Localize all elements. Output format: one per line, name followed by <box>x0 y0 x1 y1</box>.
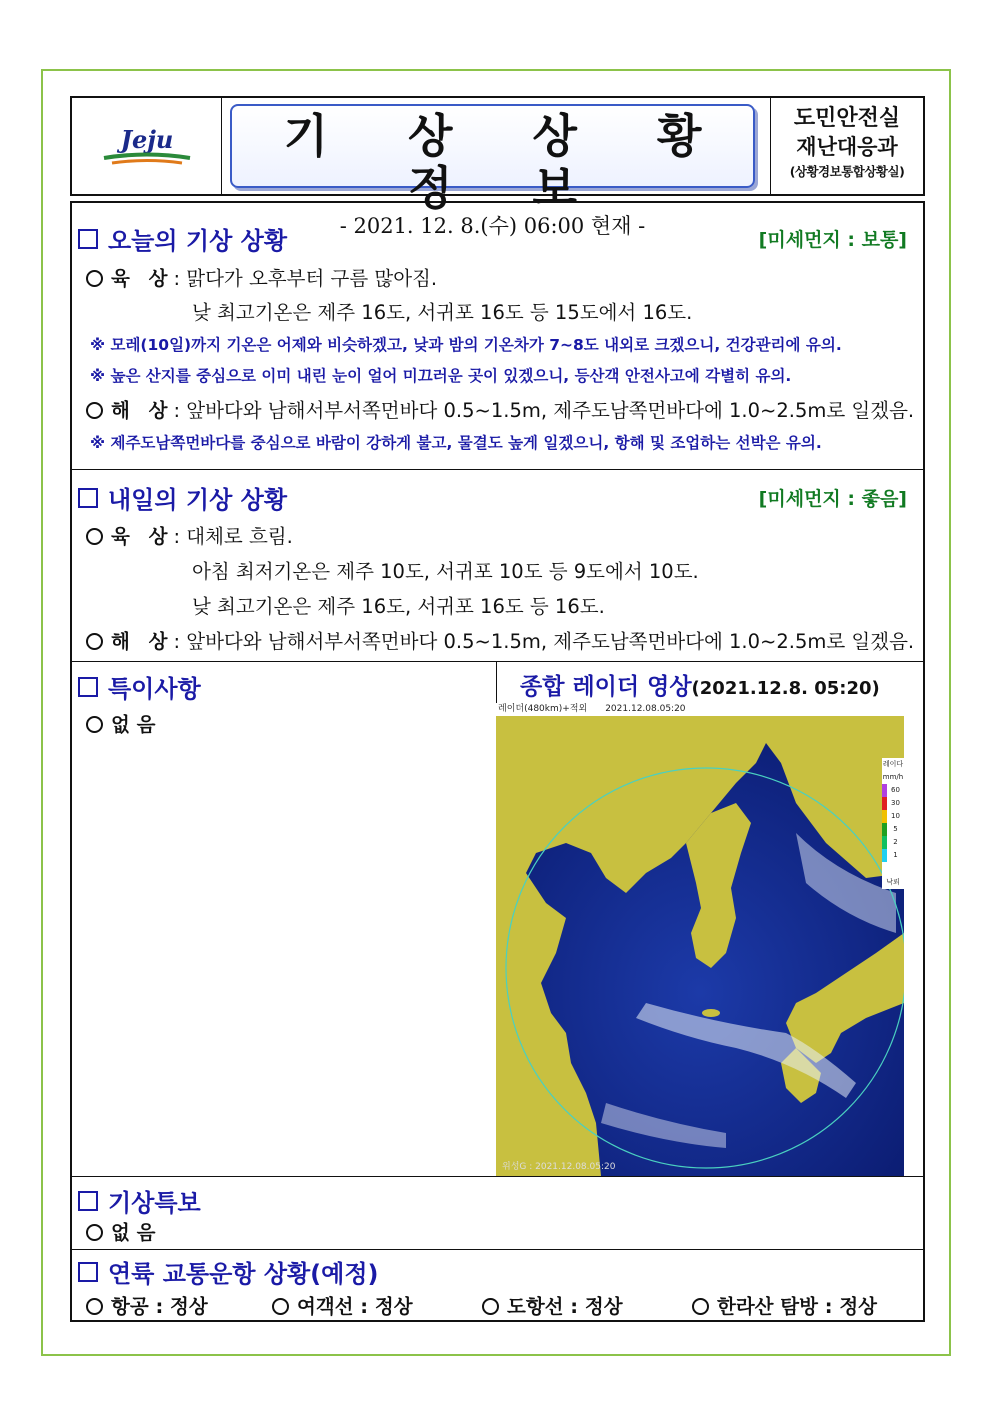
radar-caption-left: 레이더(480km)+적외 <box>498 704 588 714</box>
divider <box>72 1176 923 1177</box>
radar-caption-bottom: 위성G : 2021.12.08.05:20 <box>502 1162 616 1172</box>
traffic-item-air <box>86 1291 208 1319</box>
logo-cell <box>72 98 222 194</box>
today-land-text1: : 맑다가 오후부터 구름 많아짐. <box>173 267 438 290</box>
tomorrow-land-label: 육 상 <box>111 525 174 548</box>
legend-unit: mm/h <box>882 773 904 781</box>
special-title: 특이사항 <box>108 675 201 703</box>
checkbox-icon <box>78 1262 98 1282</box>
today-sea-line <box>86 395 914 423</box>
checkbox-icon <box>78 1191 98 1211</box>
circle-icon <box>86 1298 103 1315</box>
today-land-line1 <box>86 263 437 291</box>
today-heading <box>78 221 287 256</box>
checkbox-icon <box>78 229 98 249</box>
tomorrow-sea-text: : 앞바다와 남해서부서쪽먼바다 0.5~1.5m, 제주도남쪽먼바다에 1.0~2.5m로 일겠음. <box>173 630 915 653</box>
report-datetime: - 2021. 12. 8.(수) 06:00 현재 - <box>339 214 646 238</box>
legend-value: 2 <box>882 836 904 849</box>
legend-value: 60 <box>882 784 904 797</box>
org-name-2: 재난대응과 <box>796 135 898 159</box>
special-heading <box>78 669 201 704</box>
page-title: 기 상 상 황 정 보 <box>283 109 734 215</box>
today-note2: ※ 높은 산지를 중심으로 이미 내린 눈이 얼어 미끄러운 곳이 있겠으니, 등산객 안전사고에 각별히 유의. <box>90 367 792 385</box>
tomorrow-heading <box>78 480 287 515</box>
radar-image <box>496 703 904 1176</box>
radar-caption-top <box>496 703 904 716</box>
radar-title: 종합 레이더 영상 <box>520 674 692 700</box>
traffic-item-ferry <box>272 1291 413 1319</box>
traffic-item-text: 도항선 : 정상 <box>507 1295 623 1318</box>
radar-datetime: (2021.12.8. 05:20) <box>691 678 880 699</box>
tomorrow-land-text1: : 대체로 흐림. <box>173 525 293 548</box>
special-item-text: 없 음 <box>111 713 156 736</box>
radar-caption-right: 2021.12.08.05:20 <box>605 704 686 714</box>
radar-map <box>496 703 904 1176</box>
warning-item-text: 없 음 <box>111 1221 156 1244</box>
circle-icon <box>482 1298 499 1315</box>
today-sea-text: : 앞바다와 남해서부서쪽먼바다 0.5~1.5m, 제주도남쪽먼바다에 1.0~2.5m로 일겠음. <box>173 399 915 422</box>
circle-icon <box>86 716 103 733</box>
org-name-1: 도민안전실 <box>793 106 901 131</box>
legend-lightning: 낙뢰 <box>886 878 900 886</box>
checkbox-icon <box>78 488 98 508</box>
traffic-item-hallasan <box>692 1291 877 1319</box>
tomorrow-land-line1 <box>86 521 293 549</box>
today-note1: ※ 모레(10일)까지 기온은 어제와 비슷하겠고, 낮과 밤의 기온차가 7~8도 내외로 크겠으니, 건강관리에 유의. <box>90 336 842 354</box>
tomorrow-land-line3: 낮 최고기온은 제주 16도, 서귀포 16도 등 16도. <box>192 595 605 618</box>
tomorrow-dust-badge: [미세먼지 : 좋음] <box>758 488 907 510</box>
legend-value: 5 <box>882 823 904 836</box>
legend-value: 10 <box>882 810 904 823</box>
header <box>70 96 925 238</box>
checkbox-icon <box>78 677 98 697</box>
circle-icon <box>86 528 103 545</box>
warning-title: 기상특보 <box>108 1189 201 1217</box>
legend-title: 레이다 <box>882 760 904 768</box>
today-sea-label: 해 상 <box>111 399 174 422</box>
legend-value: 30 <box>882 797 904 810</box>
today-dust-badge: [미세먼지 : 보통] <box>758 229 907 251</box>
circle-icon <box>692 1298 709 1315</box>
traffic-title: 연륙 교통운항 상황(예정) <box>108 1260 379 1288</box>
tomorrow-land-line2: 아침 최저기온은 제주 10도, 서귀포 10도 등 9도에서 10도. <box>192 560 699 583</box>
traffic-item-text: 한라산 탐방 : 정상 <box>717 1295 878 1318</box>
divider <box>72 1249 923 1250</box>
traffic-item-island-ferry <box>482 1291 623 1319</box>
today-land-label: 육 상 <box>111 267 174 290</box>
title-cell <box>222 98 771 238</box>
today-land-line2: 낮 최고기온은 제주 16도, 서귀포 16도 등 15도에서 16도. <box>192 301 693 324</box>
warning-item <box>86 1217 155 1245</box>
org-name-3: (상황경보통합상황실) <box>789 164 905 179</box>
tomorrow-title: 내일의 기상 상황 <box>108 486 287 514</box>
traffic-item-text: 항공 : 정상 <box>111 1295 208 1318</box>
circle-icon <box>86 633 103 650</box>
traffic-heading <box>78 1254 379 1289</box>
logo-text: Jeju <box>120 125 173 154</box>
title-box <box>230 104 755 238</box>
warning-heading <box>78 1183 201 1218</box>
special-item <box>86 709 155 737</box>
radar-heading <box>520 668 880 701</box>
circle-icon <box>86 402 103 419</box>
tomorrow-sea-label: 해 상 <box>111 630 174 653</box>
report-body <box>70 201 925 1322</box>
jeju-logo <box>92 121 202 171</box>
radar-legend <box>882 758 904 889</box>
circle-icon <box>86 1224 103 1241</box>
circle-icon <box>86 270 103 287</box>
traffic-item-text: 여객선 : 정상 <box>297 1295 413 1318</box>
org-cell <box>771 98 923 194</box>
divider <box>72 661 923 662</box>
divider <box>72 469 923 470</box>
legend-value: 1 <box>882 849 904 862</box>
circle-icon <box>272 1298 289 1315</box>
today-title: 오늘의 기상 상황 <box>108 227 287 255</box>
today-note3: ※ 제주도남쪽먼바다를 중심으로 바람이 강하게 불고, 물결도 높게 일겠으니, 항해 및 조업하는 선박은 유의. <box>90 434 822 452</box>
tomorrow-sea-line <box>86 626 914 654</box>
